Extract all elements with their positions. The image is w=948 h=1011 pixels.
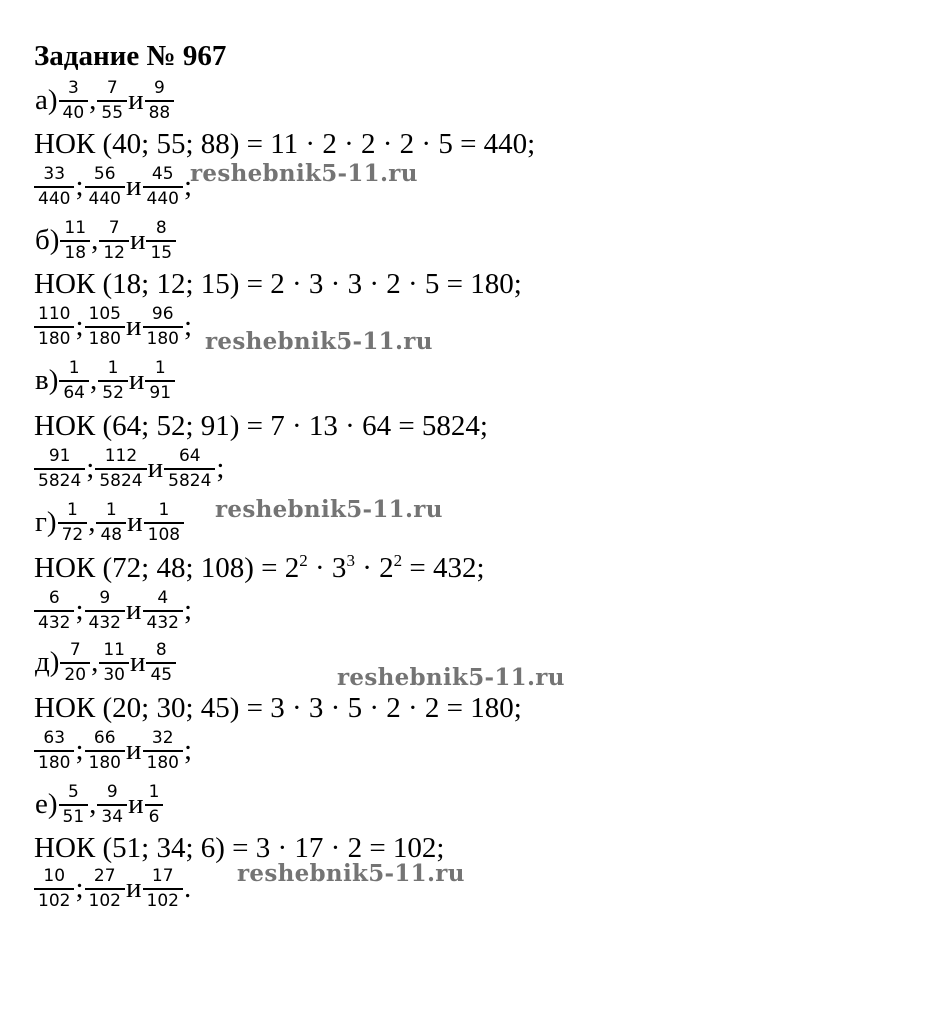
separator: , <box>89 788 97 820</box>
denominator: 440 <box>143 186 183 209</box>
conjunction: и <box>128 788 144 820</box>
fraction <box>36 588 72 633</box>
conjunction: и <box>125 170 142 202</box>
part-g-nok <box>34 552 485 584</box>
denominator: 432 <box>85 610 125 633</box>
fraction <box>36 866 72 911</box>
part-label: в) <box>35 364 59 396</box>
fraction <box>62 218 88 263</box>
part-label: г) <box>35 506 57 538</box>
part-e-given <box>34 782 163 827</box>
conjunction: и <box>125 310 142 342</box>
denominator: 64 <box>59 380 89 403</box>
exponent: 2 <box>299 551 308 570</box>
numerator: 1 <box>66 500 78 520</box>
denominator: 180 <box>85 750 125 773</box>
denominator: 108 <box>144 522 184 545</box>
denominator: 52 <box>98 380 128 403</box>
part-b-nok: НОК (18; 12; 15) = 2 · 3 · 3 · 2 · 5 = 180; <box>34 268 522 300</box>
denominator: 12 <box>99 240 129 263</box>
part-g-result <box>34 588 193 633</box>
denominator: 180 <box>34 750 74 773</box>
part-label: д) <box>35 646 60 678</box>
part-d-result <box>34 728 193 773</box>
numerator: 17 <box>151 866 174 886</box>
separator: , <box>91 646 99 678</box>
fraction <box>100 358 126 403</box>
denominator: 180 <box>85 326 125 349</box>
denominator: 180 <box>143 326 183 349</box>
fraction <box>98 500 124 545</box>
denominator: 18 <box>60 240 90 263</box>
part-b-result <box>34 304 193 349</box>
denominator: 5824 <box>95 468 146 491</box>
part-d-given <box>34 640 176 685</box>
denominator: 55 <box>97 100 127 123</box>
fraction <box>145 588 181 633</box>
denominator: 72 <box>58 522 88 545</box>
denominator: 91 <box>145 380 175 403</box>
part-g-given <box>34 500 184 545</box>
numerator: 96 <box>151 304 174 324</box>
terminator: . <box>183 872 192 904</box>
nok-text: · 3 <box>307 552 347 584</box>
denominator: 180 <box>143 750 183 773</box>
fraction <box>87 588 123 633</box>
separator: ; <box>86 452 95 484</box>
fraction <box>101 640 127 685</box>
conjunction: и <box>147 452 164 484</box>
fraction <box>148 640 174 685</box>
fraction <box>147 358 173 403</box>
denominator: 102 <box>85 888 125 911</box>
nok-text: НОК (72; 48; 108) = 2 <box>34 552 300 584</box>
fraction <box>36 304 72 349</box>
fraction <box>145 304 181 349</box>
conjunction: и <box>128 364 145 396</box>
separator: ; <box>75 872 84 904</box>
separator: ; <box>75 734 84 766</box>
numerator: 110 <box>38 304 71 324</box>
denominator: 102 <box>143 888 183 911</box>
fraction <box>36 728 72 773</box>
terminator: ; <box>183 734 193 766</box>
fraction <box>99 782 125 827</box>
part-a-nok: НОК (40; 55; 88) = 11 · 2 · 2 · 2 · 5 = 440; <box>34 128 536 160</box>
numerator: 11 <box>64 218 87 238</box>
numerator: 4 <box>157 588 169 608</box>
denominator: 48 <box>96 522 126 545</box>
part-v-nok: НОК (64; 52; 91) = 7 · 13 · 64 = 5824; <box>34 410 488 442</box>
fraction <box>145 164 181 209</box>
conjunction: и <box>125 594 142 626</box>
watermark: reshebnik5-11.ru <box>190 160 418 187</box>
numerator: 10 <box>43 866 66 886</box>
part-a-result <box>34 164 193 209</box>
fraction <box>146 500 182 545</box>
numerator: 11 <box>103 640 125 660</box>
denominator: 40 <box>59 100 89 123</box>
numerator: 1 <box>107 358 119 378</box>
fraction <box>99 78 125 123</box>
part-d-nok: НОК (20; 30; 45) = 3 · 3 · 5 · 2 · 2 = 180; <box>34 692 522 724</box>
numerator: 1 <box>158 500 170 520</box>
numerator: 66 <box>93 728 116 748</box>
fraction <box>145 728 181 773</box>
numerator: 3 <box>67 78 79 98</box>
conjunction: и <box>128 84 144 116</box>
numerator: 5 <box>67 782 79 802</box>
fraction <box>36 446 83 491</box>
fraction <box>61 782 87 827</box>
fraction <box>62 640 88 685</box>
nok-text: = 432; <box>402 552 485 584</box>
nok-text: · 2 <box>354 552 394 584</box>
numerator: 7 <box>108 218 120 238</box>
watermark: reshebnik5-11.ru <box>205 328 433 355</box>
part-e-result <box>34 866 192 911</box>
part-b-given <box>34 218 176 263</box>
conjunction: и <box>127 506 143 538</box>
separator: , <box>88 506 96 538</box>
fraction <box>36 164 72 209</box>
denominator: 440 <box>34 186 74 209</box>
fraction <box>97 446 144 491</box>
part-label: е) <box>35 788 58 820</box>
denominator: 102 <box>34 888 74 911</box>
terminator: ; <box>183 310 193 342</box>
numerator: 6 <box>48 588 60 608</box>
fraction <box>148 218 174 263</box>
numerator: 45 <box>151 164 174 184</box>
denominator: 51 <box>59 804 89 827</box>
fraction <box>147 78 173 123</box>
denominator: 45 <box>146 662 176 685</box>
exponent: 3 <box>346 551 355 570</box>
numerator: 112 <box>104 446 138 466</box>
fraction <box>61 78 87 123</box>
conjunction: и <box>125 734 142 766</box>
denominator: 432 <box>34 610 74 633</box>
numerator: 9 <box>99 588 111 608</box>
numerator: 91 <box>48 446 71 466</box>
exponent: 2 <box>393 551 403 570</box>
numerator: 8 <box>155 218 167 238</box>
watermark: reshebnik5-11.ru <box>237 860 465 887</box>
denominator: 20 <box>60 662 90 685</box>
terminator: ; <box>183 170 193 202</box>
numerator: 105 <box>88 304 121 324</box>
numerator: 63 <box>43 728 66 748</box>
numerator: 1 <box>105 500 117 520</box>
numerator: 1 <box>68 358 80 378</box>
denominator: 6 <box>145 804 164 827</box>
numerator: 7 <box>69 640 81 660</box>
fraction <box>87 164 123 209</box>
denominator: 30 <box>99 662 129 685</box>
separator: ; <box>75 594 84 626</box>
fraction <box>87 304 123 349</box>
denominator: 440 <box>85 186 125 209</box>
fraction <box>60 500 86 545</box>
fraction <box>61 358 87 403</box>
terminator: ; <box>183 594 193 626</box>
separator: ; <box>75 310 84 342</box>
denominator: 34 <box>97 804 127 827</box>
conjunction: и <box>125 872 142 904</box>
fraction <box>87 728 123 773</box>
watermark: reshebnik5-11.ru <box>337 664 565 691</box>
fraction <box>101 218 127 263</box>
numerator: 33 <box>43 164 66 184</box>
fraction <box>147 782 162 827</box>
part-v-given <box>34 358 175 403</box>
denominator: 5824 <box>34 468 85 491</box>
numerator: 27 <box>93 866 116 886</box>
numerator: 64 <box>178 446 201 466</box>
numerator: 9 <box>154 78 165 98</box>
separator: , <box>91 224 99 256</box>
watermark: reshebnik5-11.ru <box>215 496 443 523</box>
numerator: 56 <box>93 164 116 184</box>
numerator: 1 <box>148 782 160 802</box>
denominator: 432 <box>143 610 183 633</box>
fraction <box>145 866 181 911</box>
terminator: ; <box>216 452 225 484</box>
part-e-nok: НОК (51; 34; 6) = 3 · 17 · 2 = 102; <box>34 832 445 864</box>
separator: ; <box>75 170 84 202</box>
numerator: 9 <box>106 782 118 802</box>
numerator: 7 <box>106 78 118 98</box>
part-a-given <box>34 78 174 123</box>
separator: , <box>89 84 97 116</box>
separator: , <box>90 364 98 396</box>
fraction <box>87 866 123 911</box>
denominator: 180 <box>34 326 74 349</box>
numerator: 8 <box>155 640 167 660</box>
task-title: Задание № 967 <box>34 40 227 72</box>
part-label: а) <box>35 84 58 116</box>
part-v-result <box>34 446 225 491</box>
denominator: 88 <box>145 100 175 123</box>
denominator: 15 <box>146 240 176 263</box>
part-label: б) <box>35 224 60 256</box>
numerator: 32 <box>151 728 174 748</box>
conjunction: и <box>129 224 146 256</box>
numerator: 1 <box>154 358 166 378</box>
fraction <box>166 446 213 491</box>
conjunction: и <box>129 646 146 678</box>
denominator: 5824 <box>164 468 215 491</box>
